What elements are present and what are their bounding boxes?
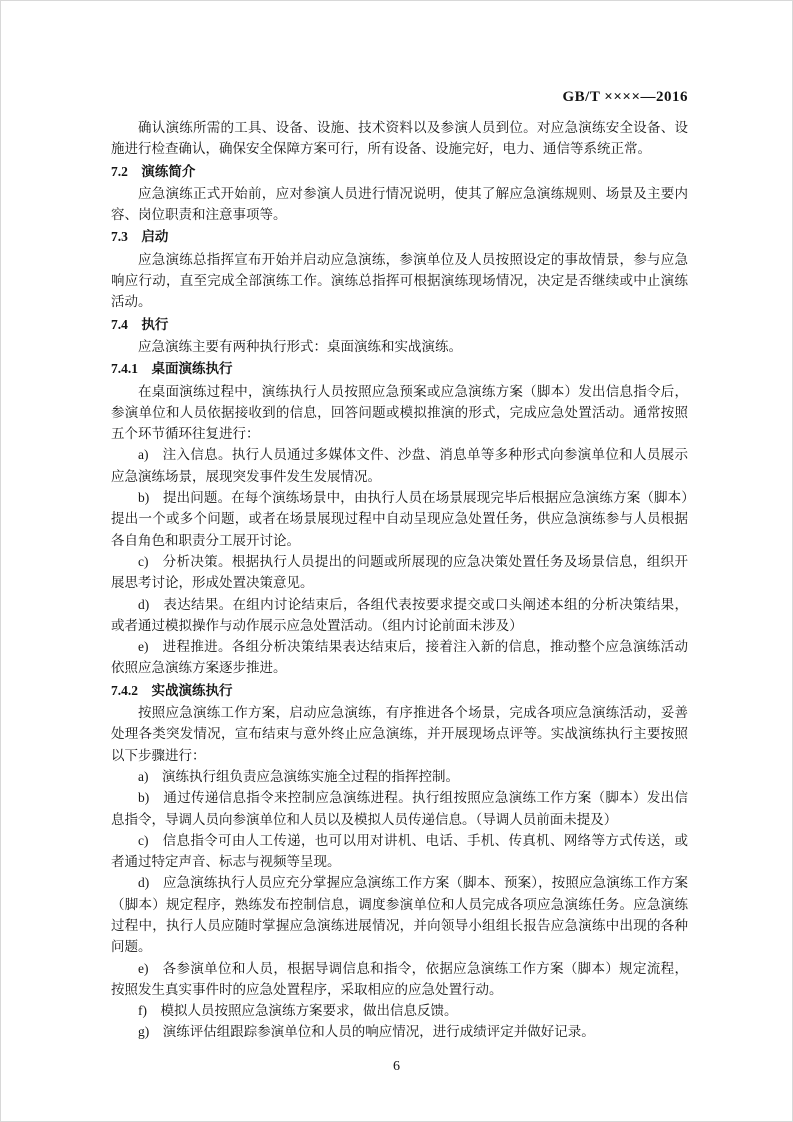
- list-item-e: e) 进程推进。各组分析决策结果表达结束后，接着注入新的信息，推动整个应急演练活动依照应急演练方案逐步推进。: [111, 639, 688, 676]
- list-item-d: d) 表达结果。在组内讨论结束后，各组代表按要求提交或口头阐述本组的分析决策结果，或者通过模拟操作与动作展示应急处置活动。（组内讨论前面未涉及）: [111, 596, 688, 633]
- list-item-e: e) 各参演单位和人员，根据导调信息和指令，依据应急演练工作方案（脚本）规定流程，按照发生真实事件时的应急处置程序，采取相应的应急处置行动。: [111, 960, 688, 997]
- list-item-c: c) 分析决策。根据执行人员提出的问题或所展现的应急决策处置任务及场景信息，组织开展思考讨论，形成处置决策意见。: [111, 553, 688, 591]
- standard-code: GB/T ××××—2016: [562, 89, 688, 105]
- paragraph: 应急演练正式开始前，应对参演人员进行情况说明，使其了解应急演练规则、场景及主要内容、岗位职责和注意事项等。: [111, 185, 688, 223]
- list-item-f: f) 模拟人员按照应急演练方案要求，做出信息反馈。: [138, 1003, 458, 1019]
- list-item-a: a) 注入信息。执行人员通过多媒体文件、沙盘、消息单等多种形式向参演单位和人员展示应急演练场景，展现突发事件发生发展情况。: [111, 447, 688, 484]
- list-item-b: b) 提出问题。在每个演练场景中，由执行人员在场景展现完毕后根据应急演练方案（脚本）提出一个或多个问题，或者在场景展现过程中自动呈现应急处置任务，供应急演练参与人员根据各自角色和职责分工展开讨论。: [111, 490, 688, 548]
- list-item-a: a) 演练执行组负责应急演练实施全过程的指挥控制。: [138, 768, 459, 784]
- list-item-c: c) 信息指令可由人工传递，也可以用对讲机、电话、手机、传真机、网络等方式传送，或者通过特定声音、标志与视频等呈现。: [111, 832, 688, 870]
- page-number: 6: [393, 1059, 400, 1074]
- paragraph: 在桌面演练过程中，演练执行人员按照应急预案或应急演练方案（脚本）发出信息指令后，参演单位和人员依据接收到的信息，回答问题或模拟推演的形式，完成应急处置活动。通常按照五个环节循环往复进行：: [111, 383, 688, 442]
- list-item-g: g) 演练评估组跟踪参演单位和人员的响应情况，进行成绩评定并做好记录。: [138, 1024, 595, 1040]
- paragraph: 确认演练所需的工具、设备、设施、技术资料以及参演人员到位。对应急演练安全设备、设施进行检查确认，确保安全保障方案可行，所有设备、设施完好，电力、通信等系统正常。: [111, 120, 688, 157]
- document-footer: [1, 1059, 792, 1075]
- paragraph: 按照应急演练工作方案，启动应急演练，有序推进各个场景，完成各项应急演练活动，妥善处理各类突发情况，宣布结束与意外终止应急演练，并开展现场点评等。实战演练执行主要按照以下步骤进行：: [111, 705, 688, 763]
- section-heading-7-4-1: 7.4.1 桌面演练执行: [111, 361, 233, 377]
- section-heading-7-2: 7.2 演练简介: [111, 163, 196, 179]
- section-heading-7-3: 7.3 启动: [111, 229, 169, 245]
- paragraph: 应急演练主要有两种执行形式：桌面演练和实战演练。: [138, 338, 462, 354]
- list-item-d: d) 应急演练执行人员应充分掌握应急演练工作方案（脚本、预案），按照应急演练工作方案（脚本）规定程序，熟练发布控制信息，调度参演单位和人员完成各项应急演练任务。应急演练过程中，执行人员应随时掌握应急演练进展情况，并向领导小组组长报告应急演练中出现的各种问题。: [111, 875, 688, 955]
- list-item-b: b) 通过传递信息指令来控制应急演练进程。执行组按照应急演练工作方案（脚本）发出信息指令，导调人员向参演单位和人员以及模拟人员传递信息。（导调人员前面未提及）: [111, 790, 688, 827]
- document-header: [111, 89, 688, 106]
- section-heading-7-4-2: 7.4.2 实战演练执行: [111, 682, 233, 698]
- section-heading-7-4: 7.4 执行: [111, 316, 169, 332]
- document-body: [111, 117, 688, 1043]
- paragraph: 应急演练总指挥宣布开始并启动应急演练，参演单位及人员按照设定的事故情景，参与应急响应行动，直至完成全部演练工作。演练总指挥可根据演练现场情况，决定是否继续或中止演练活动。: [111, 251, 688, 310]
